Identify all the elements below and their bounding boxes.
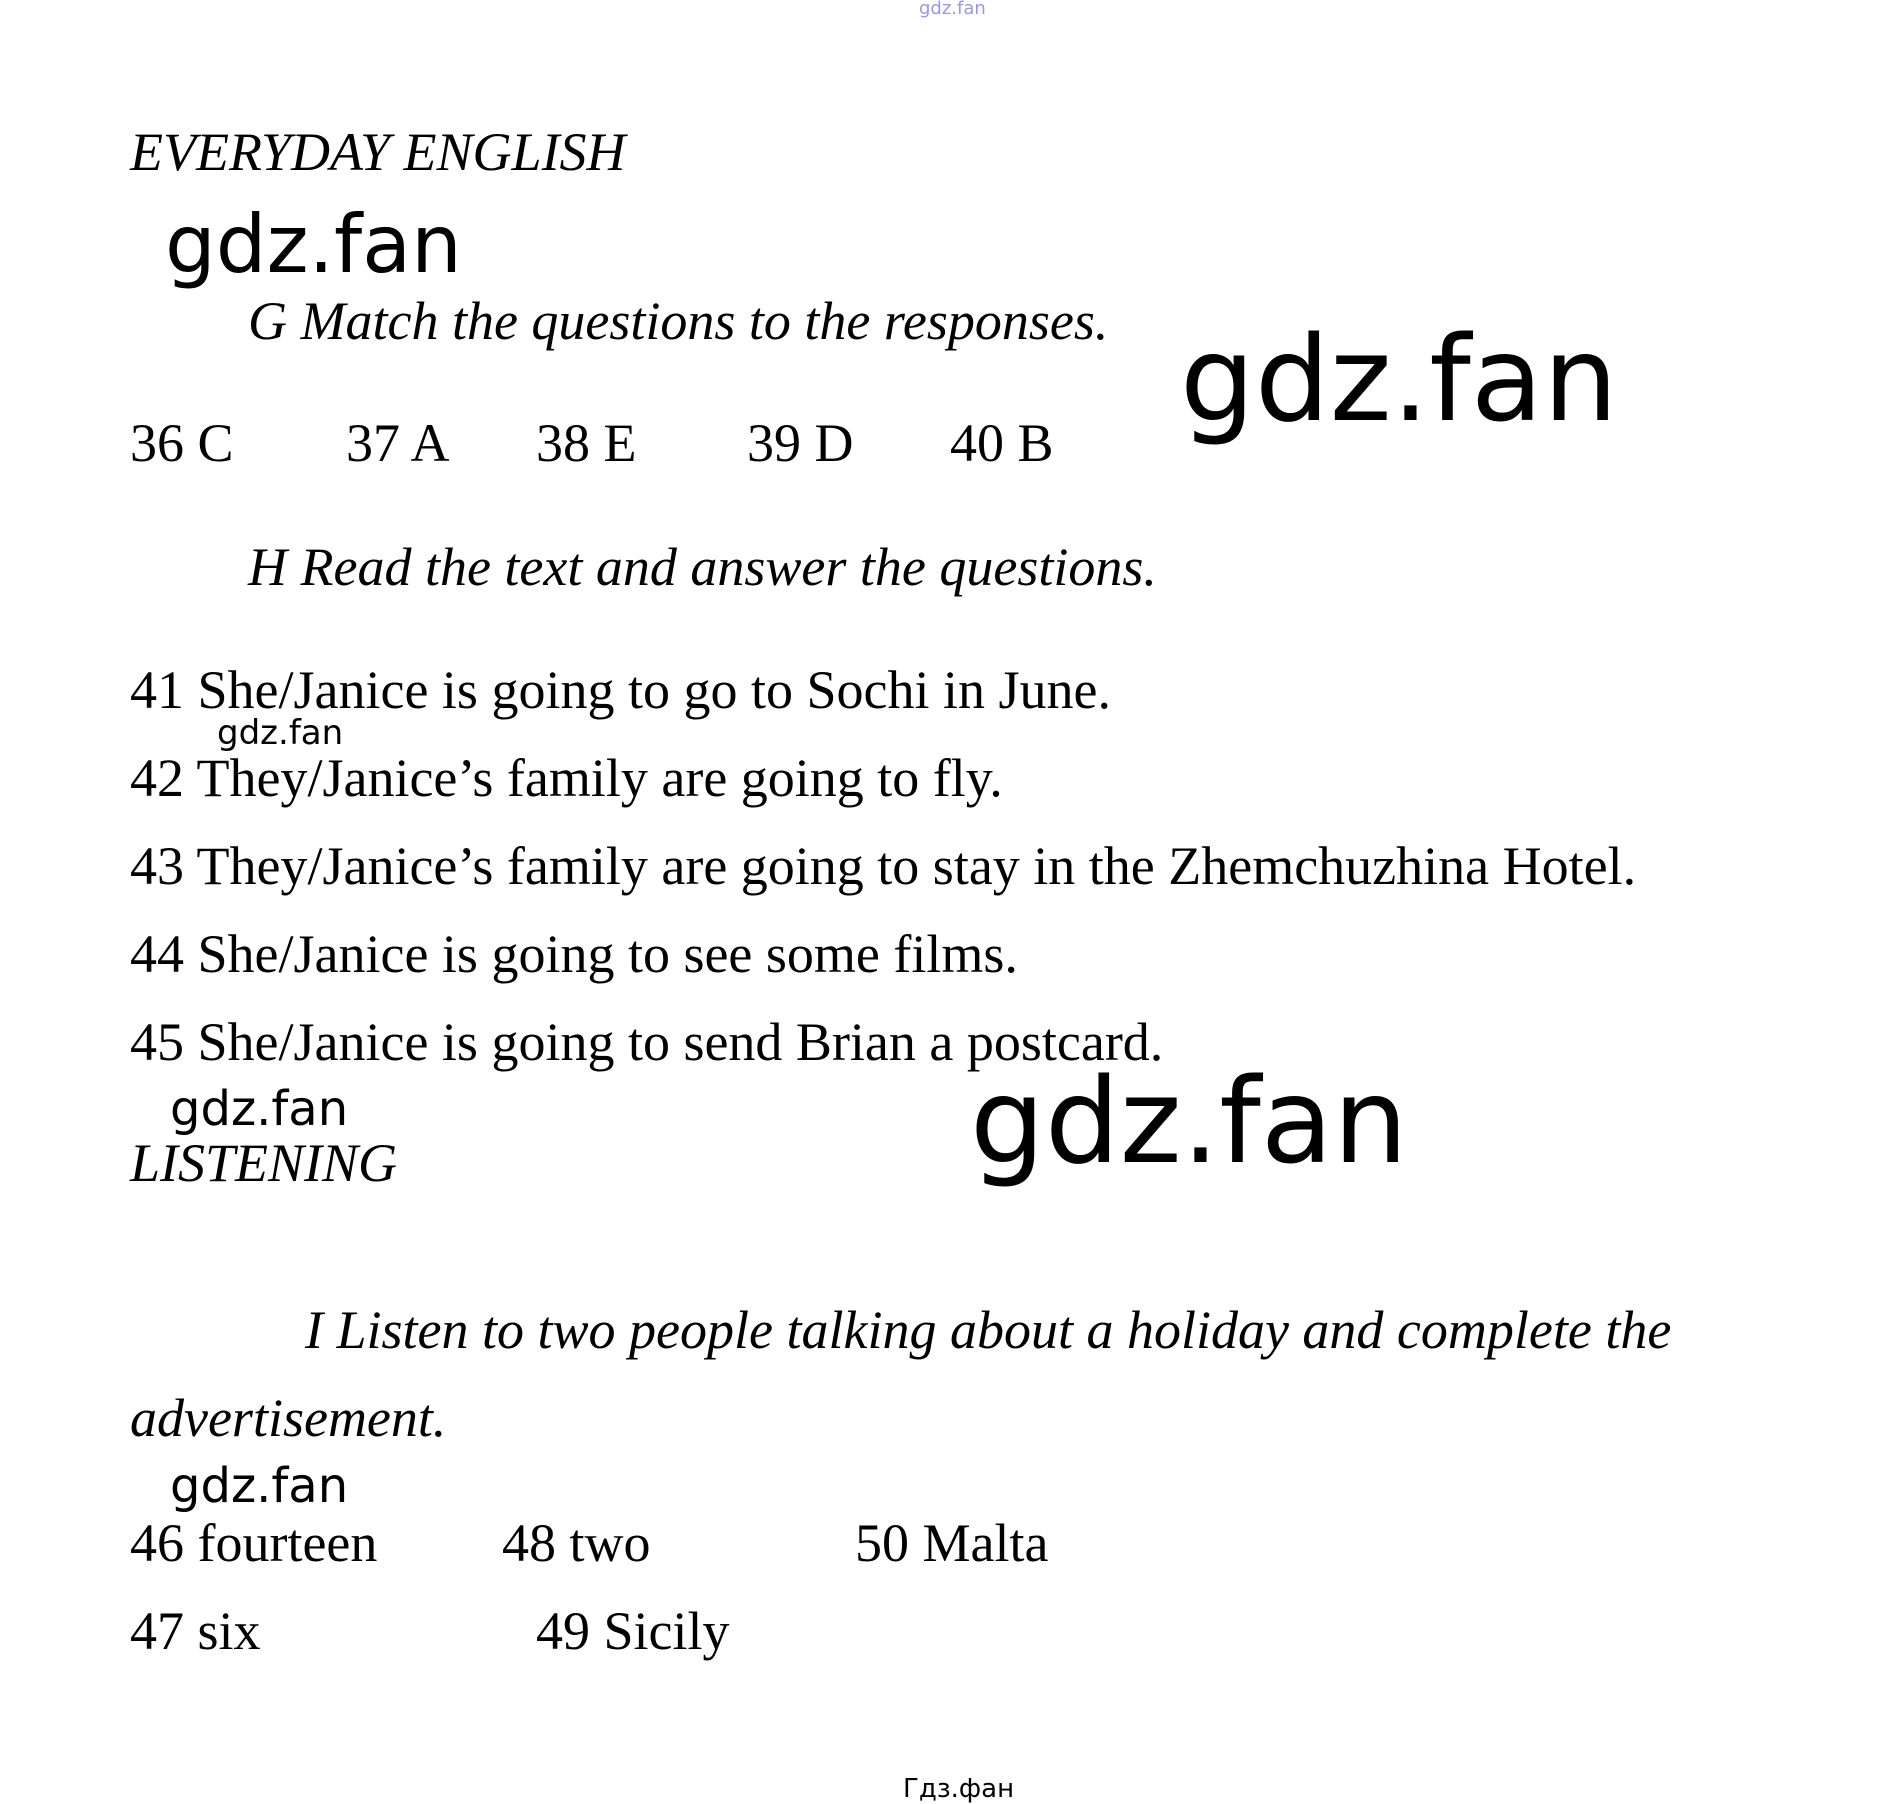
answer-48: 48 two	[502, 1513, 651, 1573]
answer-41: 41 She/Janice is going to go to Sochi in June.	[130, 660, 1111, 720]
answer-39: 39 D	[747, 413, 854, 473]
answer-46: 46 fourteen	[130, 1513, 378, 1573]
section-title-everyday-english: EVERYDAY ENGLISH	[130, 122, 626, 182]
answer-47: 47 six	[130, 1601, 261, 1661]
answer-42: 42 They/Janice’s family are going to fly.	[130, 748, 1003, 808]
answer-49: 49 Sicily	[536, 1601, 730, 1661]
answer-38: 38 E	[536, 413, 637, 473]
watermark-top: gdz.fan	[919, 0, 986, 19]
answer-50: 50 Malta	[855, 1513, 1049, 1573]
watermark-gdz-fan-large: gdz.fan	[1180, 310, 1618, 448]
watermark-gdz-fan: gdz.fan	[170, 1458, 349, 1514]
answer-44: 44 She/Janice is going to see some films.	[130, 924, 1018, 984]
watermark-bottom: Гдз.фан	[903, 1774, 1015, 1804]
watermark-gdz-fan-large: gdz.fan	[970, 1052, 1408, 1190]
task-i-instruction-line1: I Listen to two people talking about a holiday and complete the	[305, 1300, 1672, 1360]
task-g-instruction: G Match the questions to the responses.	[248, 291, 1109, 351]
task-i-instruction-line2: advertisement.	[130, 1388, 447, 1448]
answer-45: 45 She/Janice is going to send Brian a postcard.	[130, 1012, 1164, 1072]
section-title-listening: LISTENING	[130, 1133, 398, 1193]
answer-36: 36 C	[130, 413, 234, 473]
watermark-gdz-fan-small: gdz.fan	[217, 713, 344, 753]
task-h-instruction: H Read the text and answer the questions.	[248, 537, 1157, 597]
answer-37: 37 A	[346, 413, 450, 473]
answer-43: 43 They/Janice’s family are going to stay in the Zhemchuzhina Hotel.	[130, 836, 1637, 896]
answer-40: 40 B	[950, 413, 1054, 473]
watermark-gdz-fan: gdz.fan	[165, 198, 462, 291]
watermark-gdz-fan: gdz.fan	[170, 1081, 349, 1137]
